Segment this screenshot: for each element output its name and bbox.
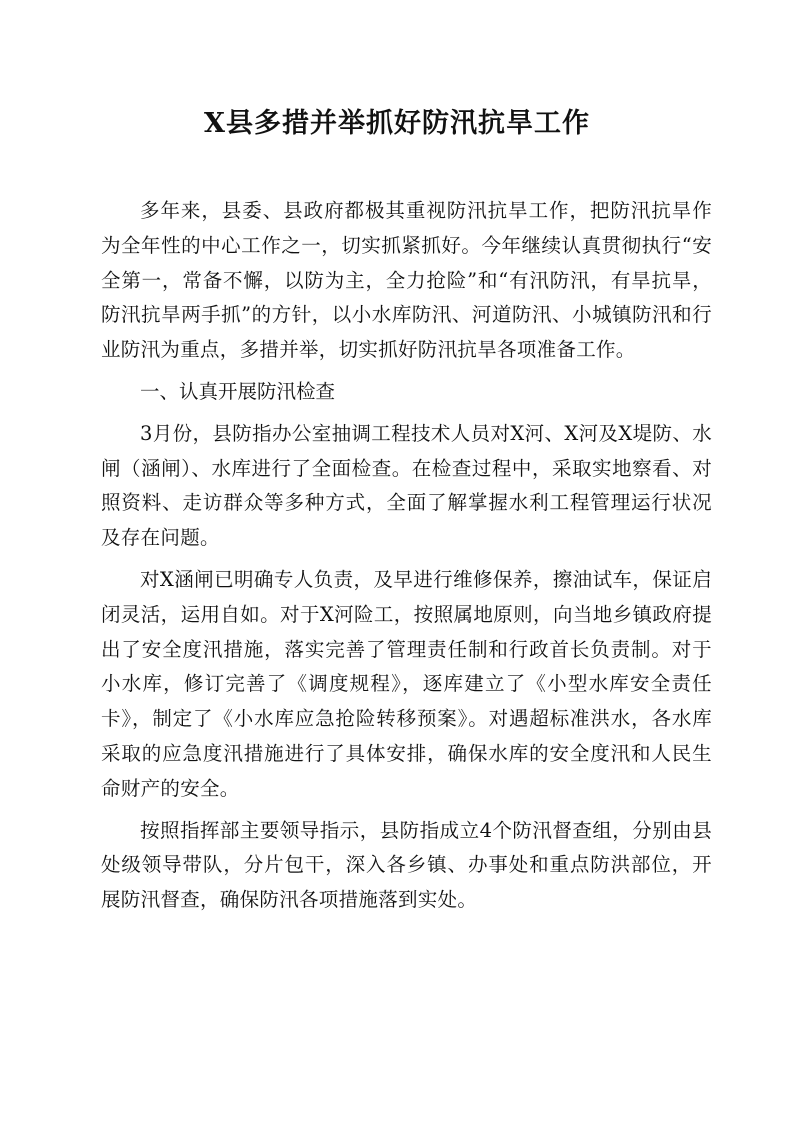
document-title: X县多措并举抓好防汛抗旱工作 xyxy=(204,108,590,139)
measures-paragraph: 对X涵闸已明确专人负责，及早进行维修保养，擦油试车，保证启闭灵活，运用自如。对于X河险工，按照属地原则，向当地乡镇政府提出了安全度汛措施，落实完善了管理责任制和行政首长负责制。对于小水库，修订完善了《调度规程》，逐库建立了《小型水库安全责任卡》，制定了《小水库应急抢险转移预案》。对遇超标准洪水，各水库采取的应急度汛措施进行了具体安排，确保水库的安全度汛和人民生命财产的安全。 xyxy=(101,567,712,800)
intro-paragraph: 多年来，县委、县政府都极其重视防汛抗旱工作，把防汛抗旱作为全年性的中心工作之一，切实抓紧抓好。今年继续认真贯彻执行“安全第一，常备不懈，以防为主，全力抢险”和“有汛防汛，有旱抗旱，防汛抗旱两手抓”的方针，以小水库防汛、河道防汛、小城镇防汛和行业防汛为重点，多措并举，切实抓好防汛抗旱各项准备工作。 xyxy=(101,199,712,362)
document-body xyxy=(101,194,712,925)
supervision-paragraph: 按照指挥部主要领导指示，县防指成立4个防汛督查组，分别由县处级领导带队，分片包干，深入各乡镇、办事处和重点防洪部位，开展防汛督查，确保防汛各项措施落到实处。 xyxy=(101,818,712,912)
inspection-paragraph: 3月份，县防指办公室抽调工程技术人员对X河、X河及X堤防、水闸（涵闸）、水库进行了全面检查。在检查过程中，采取实地察看、对照资料、走访群众等多种方式，全面了解掌握水利工程管理运行状况及存在问题。 xyxy=(101,421,712,550)
section-heading-1: 一、认真开展防汛检查 xyxy=(140,379,336,403)
